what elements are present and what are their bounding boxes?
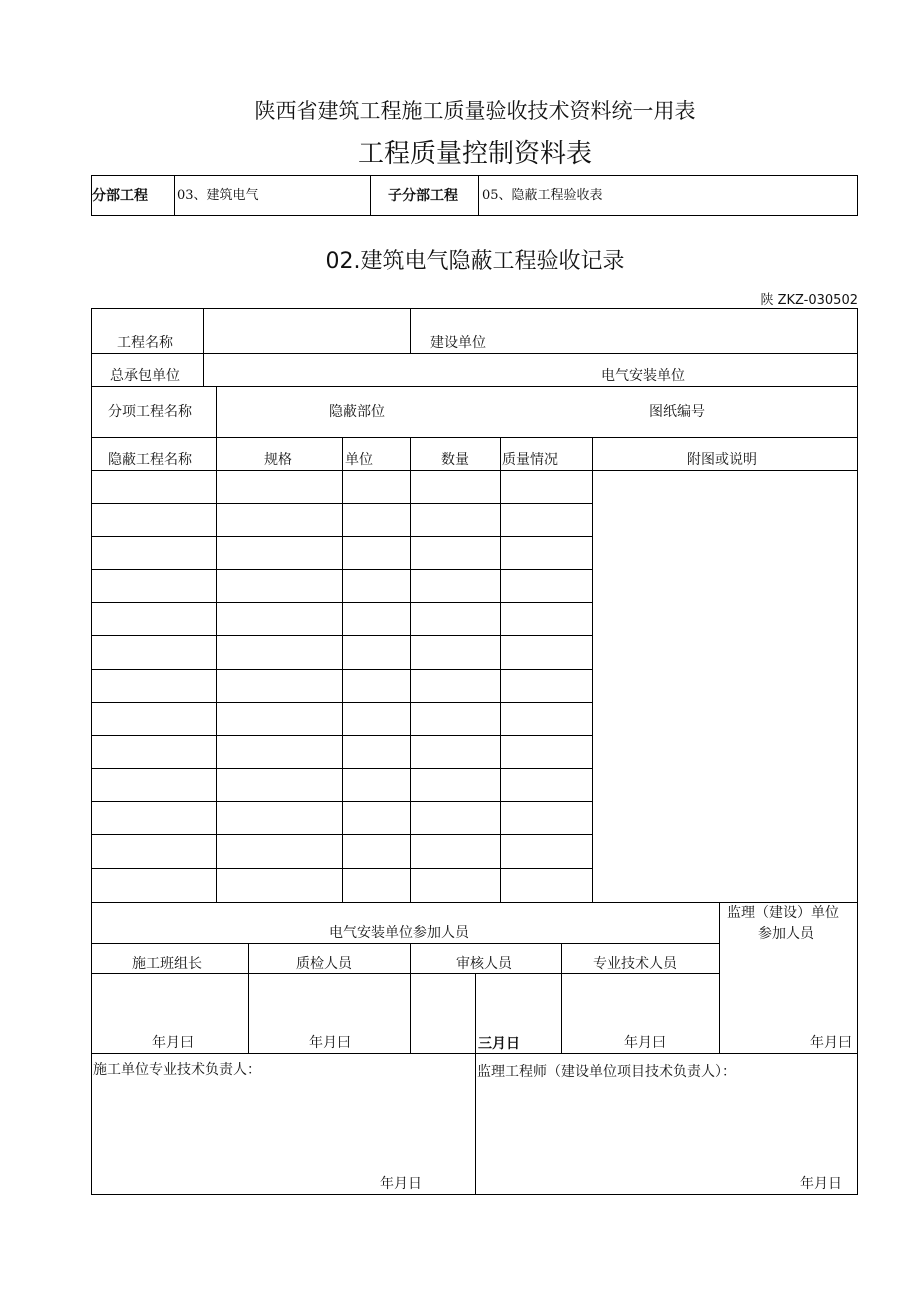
project-name-label: 工程名称 bbox=[117, 335, 173, 351]
form-series-title: 陕西省建筑工程施工质量验收技术资料统一用表 bbox=[254, 99, 696, 123]
hidden-part-label: 隐蔽部位 bbox=[329, 404, 385, 420]
col-unit: 单位 bbox=[345, 452, 373, 468]
contractor-tech-lead-label: 施工单位专业技术负责人： bbox=[93, 1062, 261, 1078]
date-team-leader: 年月曰 bbox=[152, 1035, 194, 1051]
installer-staff-label: 电气安装单位参加人员 bbox=[329, 925, 469, 941]
role-quality-inspector: 质检人员 bbox=[296, 956, 352, 972]
col-hidden-work-name: 隐蔽工程名称 bbox=[108, 452, 192, 468]
supervisor-label: 监理工程师（建设单位项目技术负责人）： bbox=[477, 1064, 736, 1080]
form-category-title: 工程质量控制资料表 bbox=[357, 139, 592, 169]
col-notes: 附图或说明 bbox=[687, 452, 757, 468]
col-spec: 规格 bbox=[264, 452, 292, 468]
date-quality-inspector: 年月曰 bbox=[309, 1035, 351, 1051]
division-value: 03、建筑电气 bbox=[177, 188, 259, 203]
supervision-staff-label: 监理（建设）单位 bbox=[727, 905, 839, 921]
role-team-leader: 施工班组长 bbox=[132, 956, 202, 972]
col-quality: 质量情况 bbox=[502, 452, 558, 468]
subdivision-label: 子分部工程 bbox=[388, 188, 458, 204]
division-label: 分部工程 bbox=[92, 188, 148, 204]
drawing-no-label: 图纸编号 bbox=[649, 404, 705, 420]
record-title: 02.建筑电气隐蔽工程验收记录 bbox=[325, 249, 625, 274]
subdivision-value: 05、隐蔽工程验收表 bbox=[482, 188, 603, 203]
role-technician: 专业技术人员 bbox=[593, 956, 677, 972]
date-contractor-tech-lead: 年月日 bbox=[380, 1176, 422, 1192]
supervision-staff-label-2: 参加人员 bbox=[758, 926, 814, 942]
date-supervision: 年月曰 bbox=[810, 1035, 852, 1051]
owner-label: 建设单位 bbox=[430, 335, 486, 351]
electrical-installer-label: 电气安装单位 bbox=[601, 368, 685, 384]
col-quantity: 数量 bbox=[441, 452, 469, 468]
date-supervisor: 年月日 bbox=[800, 1176, 842, 1192]
form-code: 陕 ZKZ-030502 bbox=[760, 293, 858, 308]
role-reviewer: 审核人员 bbox=[456, 956, 512, 972]
date-reviewer: 三月日 bbox=[478, 1036, 520, 1052]
sub-project-label: 分项工程名称 bbox=[108, 404, 192, 420]
general-contractor-label: 总承包单位 bbox=[110, 368, 180, 384]
date-technician: 年月曰 bbox=[624, 1035, 666, 1051]
